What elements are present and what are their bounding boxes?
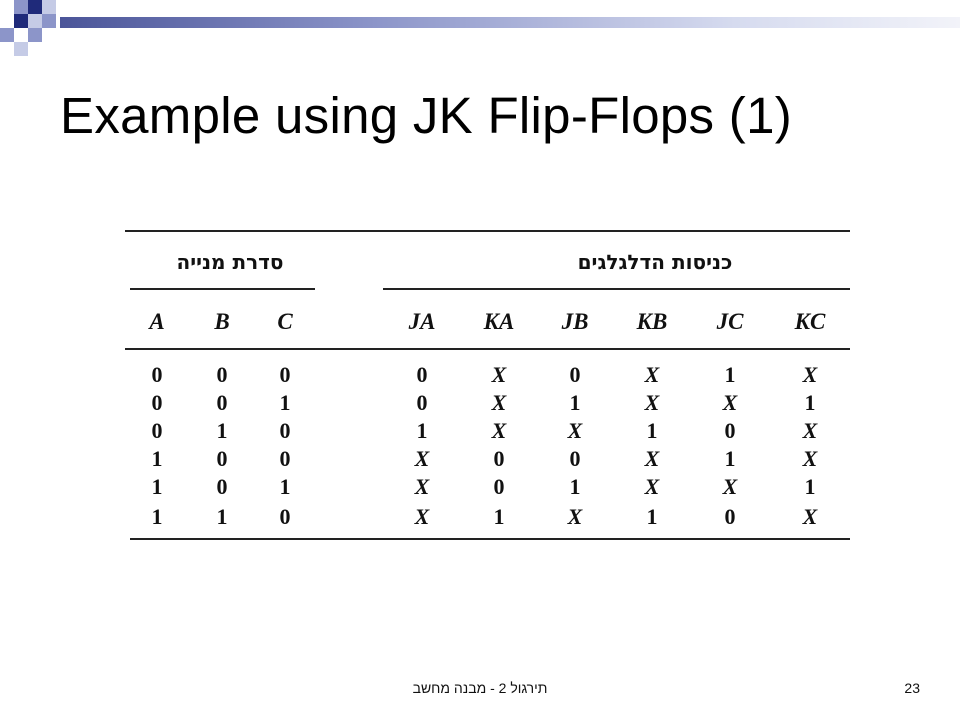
table-rule bbox=[125, 348, 850, 350]
table-cell: 0 bbox=[416, 362, 428, 387]
deco-square bbox=[0, 28, 14, 42]
table-cell: 0 bbox=[216, 446, 228, 471]
deco-square bbox=[42, 0, 56, 14]
table-cell: 1 bbox=[216, 418, 228, 443]
deco-square bbox=[28, 28, 42, 42]
page-number: 23 bbox=[904, 680, 920, 696]
table-cell: X bbox=[491, 362, 507, 387]
table-cell: 0 bbox=[569, 446, 581, 471]
table-cell: 0 bbox=[151, 418, 163, 443]
table-cell: X bbox=[414, 504, 430, 529]
table-cell: X bbox=[802, 504, 818, 529]
table-cell: X bbox=[802, 446, 818, 471]
table-cell: 1 bbox=[569, 390, 581, 415]
table-cell: 1 bbox=[151, 504, 163, 529]
group-header-flipflop-inputs: כניסות הדלגלגים bbox=[577, 250, 733, 274]
table-cell: 0 bbox=[279, 362, 291, 387]
table-cell: 0 bbox=[151, 362, 163, 387]
deco-square bbox=[28, 14, 42, 28]
column-header: B bbox=[214, 309, 230, 334]
deco-square bbox=[42, 14, 56, 28]
table-cell: 1 bbox=[151, 446, 163, 471]
slide-title: Example using JK Flip-Flops (1) bbox=[60, 87, 793, 144]
table-cell: 0 bbox=[569, 362, 581, 387]
table-cell: 1 bbox=[569, 474, 581, 499]
column-header: KA bbox=[483, 309, 515, 334]
column-header: JC bbox=[716, 309, 744, 334]
column-header: JA bbox=[408, 309, 436, 334]
deco-square bbox=[14, 42, 28, 56]
table-cell: X bbox=[644, 446, 660, 471]
table-rule bbox=[130, 538, 850, 540]
table-cell: X bbox=[567, 418, 583, 443]
column-header: JB bbox=[561, 309, 589, 334]
table-cell: 0 bbox=[724, 504, 736, 529]
table-rule bbox=[130, 288, 315, 290]
table-cell: 0 bbox=[279, 418, 291, 443]
table-cell: 1 bbox=[724, 362, 736, 387]
table-cell: 1 bbox=[804, 474, 816, 499]
table-cell: 1 bbox=[646, 418, 658, 443]
column-header: KC bbox=[794, 309, 826, 334]
table-cell: X bbox=[722, 474, 738, 499]
table-cell: 1 bbox=[216, 504, 228, 529]
table-cell: 1 bbox=[724, 446, 736, 471]
table-cell: 0 bbox=[216, 390, 228, 415]
table-cell: 0 bbox=[493, 474, 505, 499]
deco-square bbox=[14, 0, 28, 14]
header-gradient-line bbox=[60, 17, 960, 28]
table-cell: 1 bbox=[493, 504, 505, 529]
table-cell: X bbox=[414, 474, 430, 499]
group-header-counting-sequence: סדרת מנייה bbox=[176, 250, 284, 274]
table-cell: 1 bbox=[151, 474, 163, 499]
column-header: A bbox=[149, 309, 165, 334]
table-cell: X bbox=[644, 474, 660, 499]
table-cell: 0 bbox=[216, 362, 228, 387]
table-rule bbox=[125, 230, 850, 232]
table-cell: X bbox=[644, 390, 660, 415]
table-cell: 1 bbox=[416, 418, 428, 443]
column-header: C bbox=[277, 309, 293, 334]
table-cell: 0 bbox=[416, 390, 428, 415]
table-cell: 0 bbox=[279, 504, 291, 529]
footer-course-label: תירגול 2 - מבנה מחשב bbox=[412, 680, 548, 696]
deco-square bbox=[28, 0, 42, 14]
table-cell: X bbox=[491, 390, 507, 415]
table-cell: 1 bbox=[279, 390, 291, 415]
table-cell: 0 bbox=[493, 446, 505, 471]
table-cell: X bbox=[567, 504, 583, 529]
table-cell: 0 bbox=[724, 418, 736, 443]
table-cell: 1 bbox=[279, 474, 291, 499]
table-cell: 0 bbox=[279, 446, 291, 471]
table-cell: X bbox=[802, 362, 818, 387]
deco-square bbox=[14, 14, 28, 28]
table-cell: X bbox=[802, 418, 818, 443]
table-cell: X bbox=[644, 362, 660, 387]
table-cell: 0 bbox=[151, 390, 163, 415]
table-cell: X bbox=[722, 390, 738, 415]
table-cell: X bbox=[414, 446, 430, 471]
column-header: KB bbox=[636, 309, 668, 334]
table-cell: 1 bbox=[804, 390, 816, 415]
table-cell: 0 bbox=[216, 474, 228, 499]
table-rule bbox=[383, 288, 850, 290]
table-cell: X bbox=[491, 418, 507, 443]
flip-flop-table bbox=[125, 212, 855, 552]
table-cell: 1 bbox=[646, 504, 658, 529]
